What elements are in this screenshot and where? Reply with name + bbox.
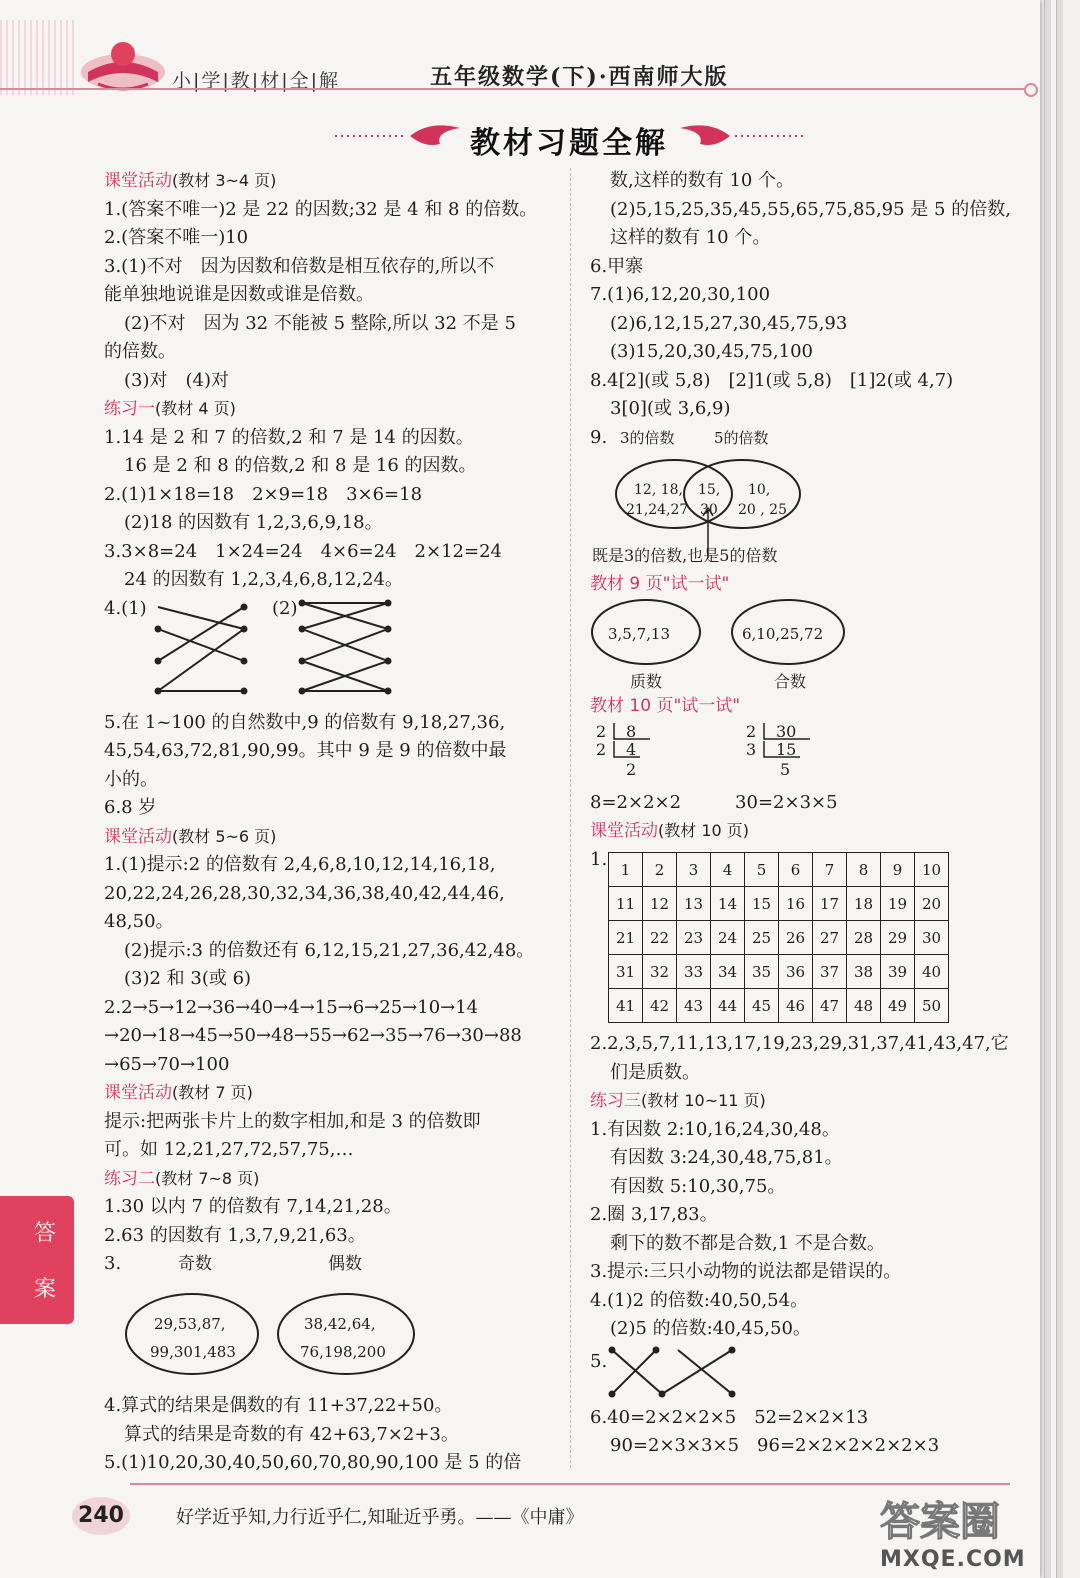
left-column <box>104 167 564 1478</box>
answer-line: 2.(1)1×18=18 2×9=18 3×6=18 <box>104 483 423 505</box>
answer-line: 能单独地说谁是因数或谁是倍数。 <box>104 284 374 305</box>
grid-cell: 36 <box>779 955 813 989</box>
grid-cell: 11 <box>609 887 643 921</box>
grid-cell: 5 <box>745 853 779 887</box>
answer-line: →65→70→100 <box>104 1053 230 1075</box>
grid-cell: 18 <box>847 887 881 921</box>
grid-cell: 6 <box>779 853 813 887</box>
grid-cell: 37 <box>813 955 847 989</box>
grid-cell: 38 <box>847 955 881 989</box>
answer-line: 5.(1)10,20,30,40,50,60,70,80,90,100 是 5 的倍 <box>104 1452 522 1473</box>
answer-line: 6.8 岁 <box>104 797 157 818</box>
answer-line: 4.算式的结果是偶数的有 11+37,22+50。 <box>104 1395 453 1416</box>
answer-line: 剩下的数不都是合数,1 不是合数。 <box>610 1232 885 1254</box>
answer-line: →20→18→45→50→48→55→62→35→76→30→88 <box>104 1025 522 1046</box>
grid-cell: 35 <box>745 955 779 989</box>
odd-set-line: 29,53,87, <box>154 1315 226 1333</box>
composite-label: 合数 <box>774 672 807 691</box>
footer-quote: 好学近乎知,力行近乎仁,知耻近乎勇。——《中庸》 <box>176 1507 584 1528</box>
grid-cell: 27 <box>813 921 847 955</box>
decor-stripe <box>0 20 75 95</box>
grid-cell: 33 <box>677 955 711 989</box>
grid-cell: 30 <box>915 921 949 955</box>
grid-cell: 23 <box>677 921 711 955</box>
grid-cell: 48 <box>847 989 881 1023</box>
answer-line: 3.提示:三只小动物的说法都是错误的。 <box>590 1261 902 1282</box>
grid-cell: 9 <box>881 853 915 887</box>
answer-line: 2.圈 3,17,83。 <box>590 1204 718 1225</box>
answer-line: 20,22,24,26,28,30,32,34,36,38,40,42,44,46, <box>104 882 505 904</box>
grid-cell: 7 <box>813 853 847 887</box>
grid-cell: 47 <box>813 989 847 1023</box>
prime-composite-diagram <box>590 598 1035 692</box>
heading-activity: 课堂活动(教材 5~6 页) <box>104 826 277 847</box>
page-number: 240 <box>72 1497 130 1535</box>
answer-line: 算式的结果是奇数的有 42+63,7×2+3。 <box>124 1423 459 1445</box>
venn-diagram: 9. 3的倍数 5的倍数 12, 18, 21,24,27 15, 30 10, 20 , 25 既是3的倍数,也是5的倍数 <box>590 424 1035 570</box>
section-title <box>335 118 805 161</box>
answer-line: 8=2×2×2 30=2×3×5 <box>590 791 838 813</box>
grid-cell: 28 <box>847 921 881 955</box>
grid-cell: 41 <box>609 989 643 1023</box>
grid-cell: 39 <box>881 955 915 989</box>
answer-line: 2.63 的因数有 1,3,7,9,21,63。 <box>104 1224 366 1246</box>
grid-cell: 15 <box>745 887 779 921</box>
odd-even-diagram: 3. 奇数 偶数 29,53,87, 99,301,483 38,42,64, 76,198,200 <box>104 1250 564 1392</box>
grid-row <box>609 921 949 955</box>
right-column-lower <box>590 1030 1035 1461</box>
grid-cell: 49 <box>881 989 915 1023</box>
section-title-text: 教材习题全解 <box>470 126 668 161</box>
grid-cell: 29 <box>881 921 915 955</box>
answer-line: 5.在 1~100 的自然数中,9 的倍数有 9,18,27,36, <box>104 711 506 733</box>
answer-line: 1.有因数 2:10,16,24,30,48。 <box>590 1118 840 1140</box>
grid-row <box>609 989 949 1023</box>
answer-line: (3)15,20,30,45,75,100 <box>610 341 813 362</box>
watermark-logo: 答案圈 MXQE.COM <box>880 1499 1026 1572</box>
grid-cell: 50 <box>915 989 949 1023</box>
match-diagram-5: 5. <box>590 1344 1035 1404</box>
grid-cell: 4 <box>711 853 745 887</box>
heading-activity: 课堂活动(教材 7 页) <box>104 1083 253 1103</box>
heading-exercise-1: 练习一(教材 4 页) <box>104 399 236 419</box>
column-divider <box>570 168 571 1468</box>
grid-cell: 45 <box>745 989 779 1023</box>
heading-activity: 课堂活动(教材 3~4 页) <box>104 171 277 191</box>
answer-line: 数,这样的数有 10 个。 <box>610 170 795 191</box>
grid-cell: 19 <box>881 887 915 921</box>
grid-cell: 10 <box>915 853 949 887</box>
answer-line: 24 的因数有 1,2,3,4,6,8,12,24。 <box>124 569 403 590</box>
grid-cell: 3 <box>677 853 711 887</box>
composite-set: 6,10,25,72 <box>742 625 824 643</box>
grid-row <box>609 853 949 887</box>
matching-diagrams: 4.(1) (2) <box>104 595 564 709</box>
right-column <box>590 167 1035 874</box>
header-rule-dot <box>1024 83 1038 97</box>
grid-cell: 34 <box>711 955 745 989</box>
heading-try-p9: 教材 9 页"试一试" <box>590 573 730 594</box>
answer-line: 1.30 以内 7 的倍数有 7,14,21,28。 <box>104 1196 402 1217</box>
grid-cell: 32 <box>643 955 677 989</box>
cross-lines-diagram <box>606 1344 746 1404</box>
odd-set-line: 99,301,483 <box>150 1343 236 1361</box>
grid-cell: 42 <box>643 989 677 1023</box>
grid-row <box>609 887 949 921</box>
grid-cell: 21 <box>609 921 643 955</box>
grid-cell: 12 <box>643 887 677 921</box>
answer-line: 7.(1)6,12,20,30,100 <box>590 284 771 305</box>
answer-line: 这样的数有 10 个。 <box>610 227 771 248</box>
grid-cell: 43 <box>677 989 711 1023</box>
answer-line: (2)不对 因为 32 不能被 5 整除,所以 32 不是 5 <box>124 312 516 334</box>
answer-line: 的倍数。 <box>104 341 176 362</box>
match-lines-diagram <box>104 595 564 709</box>
grid-cell: 16 <box>779 887 813 921</box>
number-grid <box>608 852 949 1023</box>
answer-line: 4.(1)2 的倍数:40,50,54。 <box>590 1289 809 1311</box>
page-edge <box>1044 0 1051 1578</box>
grid-cell: 26 <box>779 921 813 955</box>
even-set-line: 76,198,200 <box>300 1343 386 1361</box>
heading-activity: 课堂活动(教材 10 页) <box>590 821 750 841</box>
answer-line: 2.2,3,5,7,11,13,17,19,23,29,31,37,41,43,47,它 <box>590 1033 1009 1054</box>
book-title: 五年级数学(下)·西南师大版 <box>430 64 729 90</box>
grid-cell: 20 <box>915 887 949 921</box>
answer-line: 3.3×8=24 1×24=24 4×6=24 2×12=24 <box>104 540 502 562</box>
grid-cell: 2 <box>643 853 677 887</box>
answer-line: (2)6,12,15,27,30,45,75,93 <box>610 312 848 334</box>
answer-line: (3)对 (4)对 <box>124 369 229 391</box>
prime-set: 3,5,7,13 <box>608 625 671 643</box>
answer-line: (2)5,15,25,35,45,55,65,75,85,95 是 5 的倍数, <box>610 198 1011 220</box>
answer-line: 提示:把两张卡片上的数字相加,和是 3 的倍数即 <box>104 1110 481 1132</box>
grid-cell: 14 <box>711 887 745 921</box>
answer-line: 1.14 是 2 和 7 的倍数,2 和 7 是 14 的因数。 <box>104 426 474 448</box>
heading-try-p10: 教材 10 页"试一试" <box>590 696 741 716</box>
answer-line: 2.(答案不唯一)10 <box>104 227 249 248</box>
grid-cell: 46 <box>779 989 813 1023</box>
answer-line: (2)5 的倍数:40,45,50。 <box>610 1318 811 1339</box>
answer-line: 45,54,63,72,81,90,99。其中 9 是 9 的倍数中最 <box>104 740 507 761</box>
grid-cell: 13 <box>677 887 711 921</box>
heading-exercise-2: 练习二(教材 7~8 页) <box>104 1168 260 1189</box>
answer-line: 3.(1)不对 因为因数和倍数是相互依存的,所以不 <box>104 255 495 277</box>
answer-line: 1.(1)提示:2 的倍数有 2,4,6,8,10,12,14,16,18, <box>104 854 496 875</box>
answer-line: 可。如 12,21,27,72,57,75,… <box>104 1139 354 1160</box>
answer-side-tab: 答 案 <box>0 1196 74 1324</box>
venn-note: 既是3的倍数,也是5的倍数 <box>592 545 778 565</box>
grid-cell: 22 <box>643 921 677 955</box>
answer-line: 90=2×3×3×5 96=2×2×2×2×2×3 <box>610 1435 940 1456</box>
even-set-line: 38,42,64, <box>304 1315 376 1333</box>
answer-line: 8.4[2](或 5,8) [2]1(或 5,8) [1]2(或 4,7) <box>590 369 954 391</box>
short-division: 2 8 2 4 2 2 30 3 15 5 <box>590 721 1035 783</box>
book-logo-icon <box>78 32 168 94</box>
footer-rule <box>130 1483 1010 1485</box>
answer-line: 16 是 2 和 8 的倍数,2 和 8 是 16 的因数。 <box>124 455 477 476</box>
grid-cell: 40 <box>915 955 949 989</box>
answer-line: 6.40=2×2×2×5 52=2×2×13 <box>590 1406 869 1428</box>
grid-row <box>609 955 949 989</box>
answer-line: 48,50。 <box>104 911 174 932</box>
grid-cell: 31 <box>609 955 643 989</box>
brand-title: 小|学|教|材|全|解 <box>172 70 341 92</box>
answer-line: 1. <box>590 848 608 870</box>
answer-line: (3)2 和 3(或 6) <box>124 968 252 989</box>
page-edge <box>1056 0 1063 1578</box>
answer-line: 3[0](或 3,6,9) <box>610 398 731 419</box>
grid-cell: 25 <box>745 921 779 955</box>
grid-cell: 24 <box>711 921 745 955</box>
grid-cell: 44 <box>711 989 745 1023</box>
answer-line: 们是质数。 <box>610 1061 700 1083</box>
grid-cell: 17 <box>813 887 847 921</box>
answer-line: (2)提示:3 的倍数还有 6,12,15,21,27,36,42,48。 <box>124 939 535 961</box>
answer-line: 2.2→5→12→36→40→4→15→6→25→10→14 <box>104 996 479 1018</box>
answer-line: 有因数 3:24,30,48,75,81。 <box>610 1147 843 1168</box>
prime-label: 质数 <box>630 672 663 691</box>
answer-line: 6.甲寨 <box>590 255 644 277</box>
answer-line: 小的。 <box>104 768 158 790</box>
answer-line: 1.(答案不唯一)2 是 22 的因数;32 是 4 和 8 的倍数。 <box>104 198 538 220</box>
answer-line: (2)18 的因数有 1,2,3,6,9,18。 <box>124 512 383 533</box>
grid-cell: 8 <box>847 853 881 887</box>
header-rule <box>0 88 1030 90</box>
grid-cell: 1 <box>609 853 643 887</box>
heading-exercise-3: 练习三(教材 10~11 页) <box>590 1091 766 1111</box>
answer-line: 有因数 5:10,30,75。 <box>610 1175 786 1197</box>
